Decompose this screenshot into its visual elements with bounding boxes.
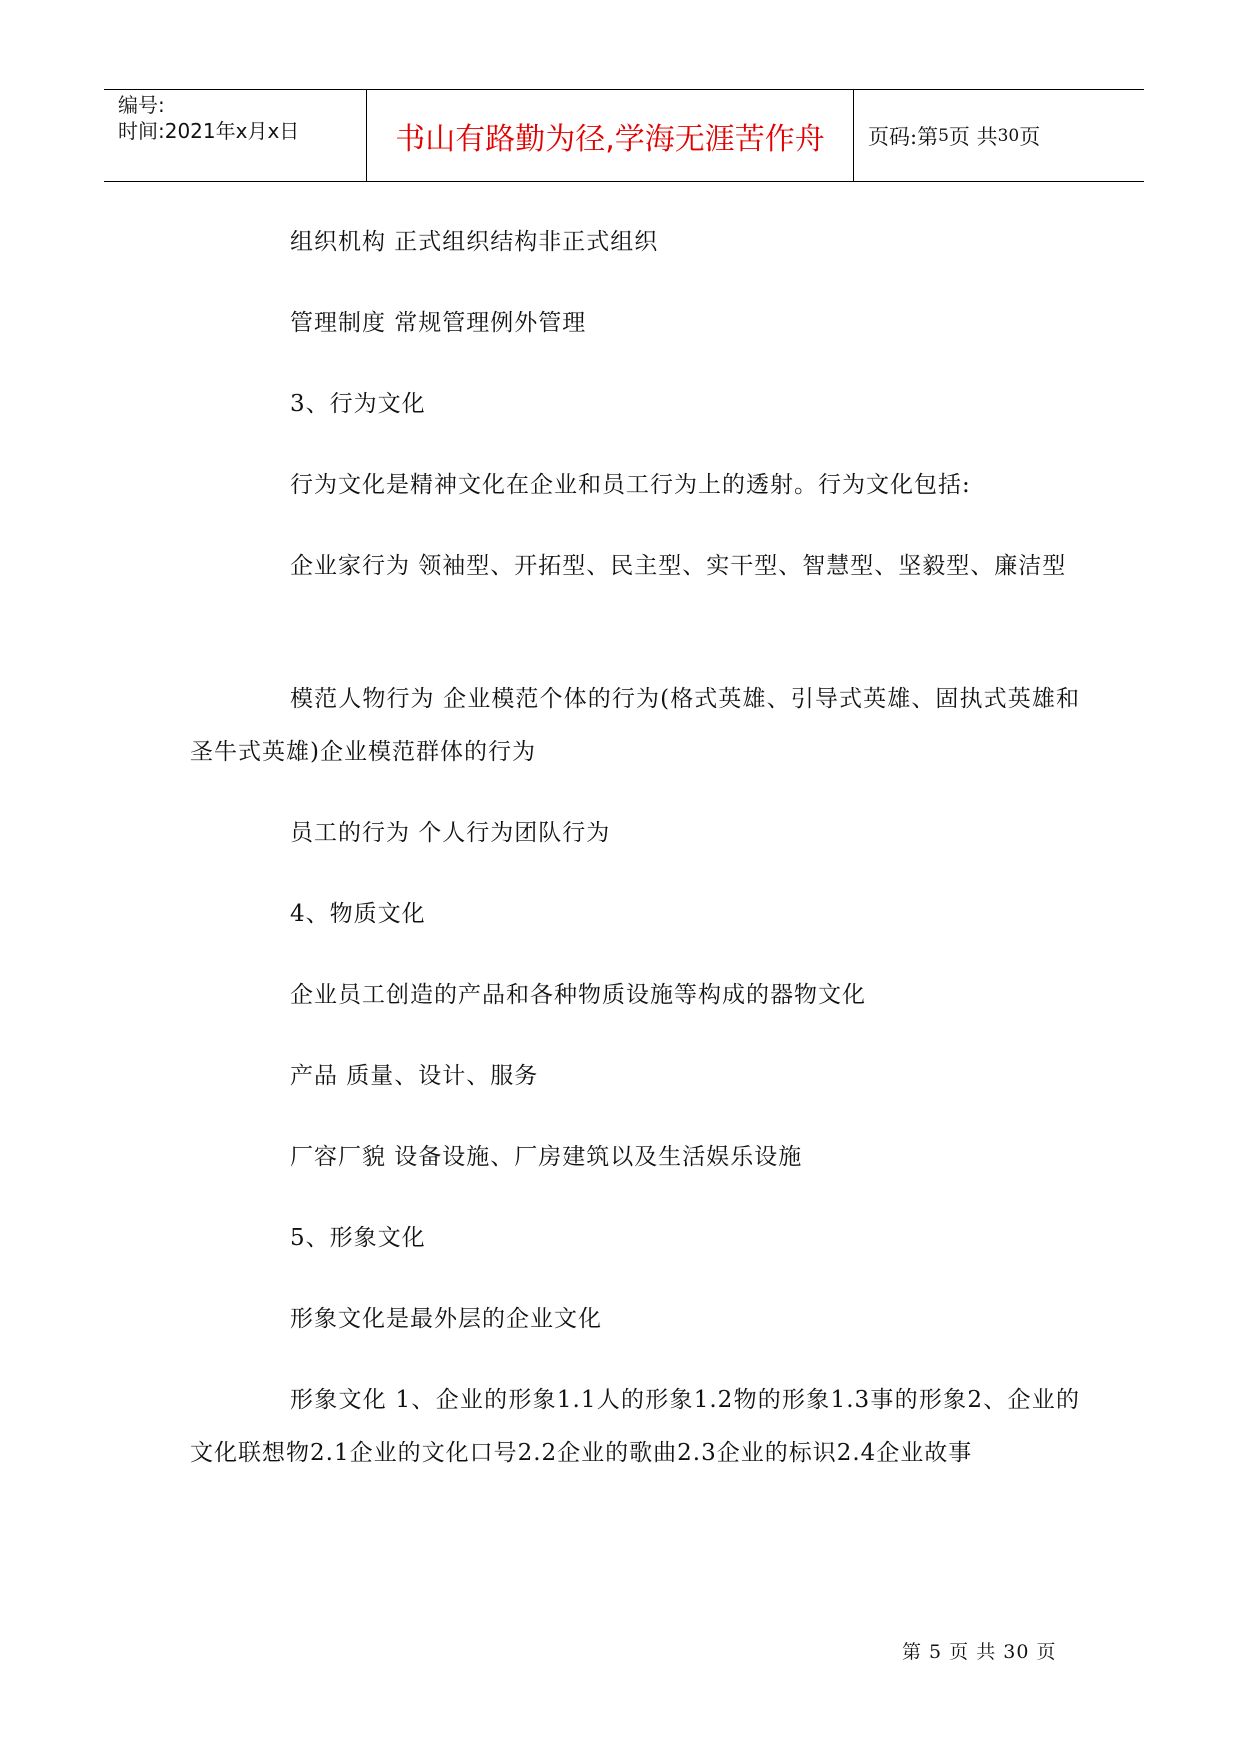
paragraph-org-structure: 组织机构 正式组织结构非正式组织 — [290, 229, 659, 255]
paragraph-employee-behavior: 员工的行为 个人行为团队行为 — [290, 820, 611, 846]
section-heading-behavior-culture: 3、行为文化 — [290, 391, 426, 417]
paragraph-model-behavior: 模范人物行为 企业模范个体的行为(格式英雄、引导式英雄、固执式英雄和圣牛式英雄)企业模范群体的行为 — [190, 686, 1080, 765]
page-header — [104, 89, 1144, 182]
header-meta — [104, 90, 367, 181]
page-footer: 第 5 页 共 30 页 — [902, 1641, 1057, 1663]
page-mid: 页 共 — [948, 124, 998, 149]
paragraph-products: 产品 质量、设计、服务 — [290, 1063, 539, 1089]
document-time-label: 时间:2021年x月x日 — [118, 119, 300, 143]
paragraph-image-culture-intro: 形象文化是最外层的企业文化 — [290, 1306, 602, 1332]
header-motto: 书山有路勤为径,学海无涯苦作舟 — [367, 90, 854, 181]
document-number-label: 编号: — [118, 93, 165, 117]
paragraph-behavior-culture-intro: 行为文化是精神文化在企业和员工行为上的透射。行为文化包括: — [290, 472, 971, 498]
section-heading-material-culture: 4、物质文化 — [290, 901, 426, 927]
paragraph-management-system: 管理制度 常规管理例外管理 — [290, 310, 587, 336]
header-page-number — [854, 90, 1144, 181]
page-suffix: 页 — [1019, 124, 1041, 149]
paragraph-image-culture-details: 形象文化 1、企业的形象1.1人的形象1.2物的形象1.3事的形象2、企业的文化联想物2.1企业的文化口号2.2企业的歌曲2.3企业的标识2.4企业故事 — [190, 1387, 1080, 1466]
section-heading-image-culture: 5、形象文化 — [290, 1225, 426, 1251]
paragraph-material-culture: 企业员工创造的产品和各种物质设施等构成的器物文化 — [290, 982, 866, 1008]
page-prefix: 页码:第 — [868, 124, 939, 149]
page-total: 30 — [997, 125, 1020, 146]
page-current: 5 — [938, 125, 949, 146]
paragraph-factory-appearance: 厂容厂貌 设备设施、厂房建筑以及生活娱乐设施 — [290, 1144, 803, 1170]
paragraph-entrepreneur-behavior: 企业家行为 领袖型、开拓型、民主型、实干型、智慧型、坚毅型、廉洁型 — [290, 553, 1067, 579]
